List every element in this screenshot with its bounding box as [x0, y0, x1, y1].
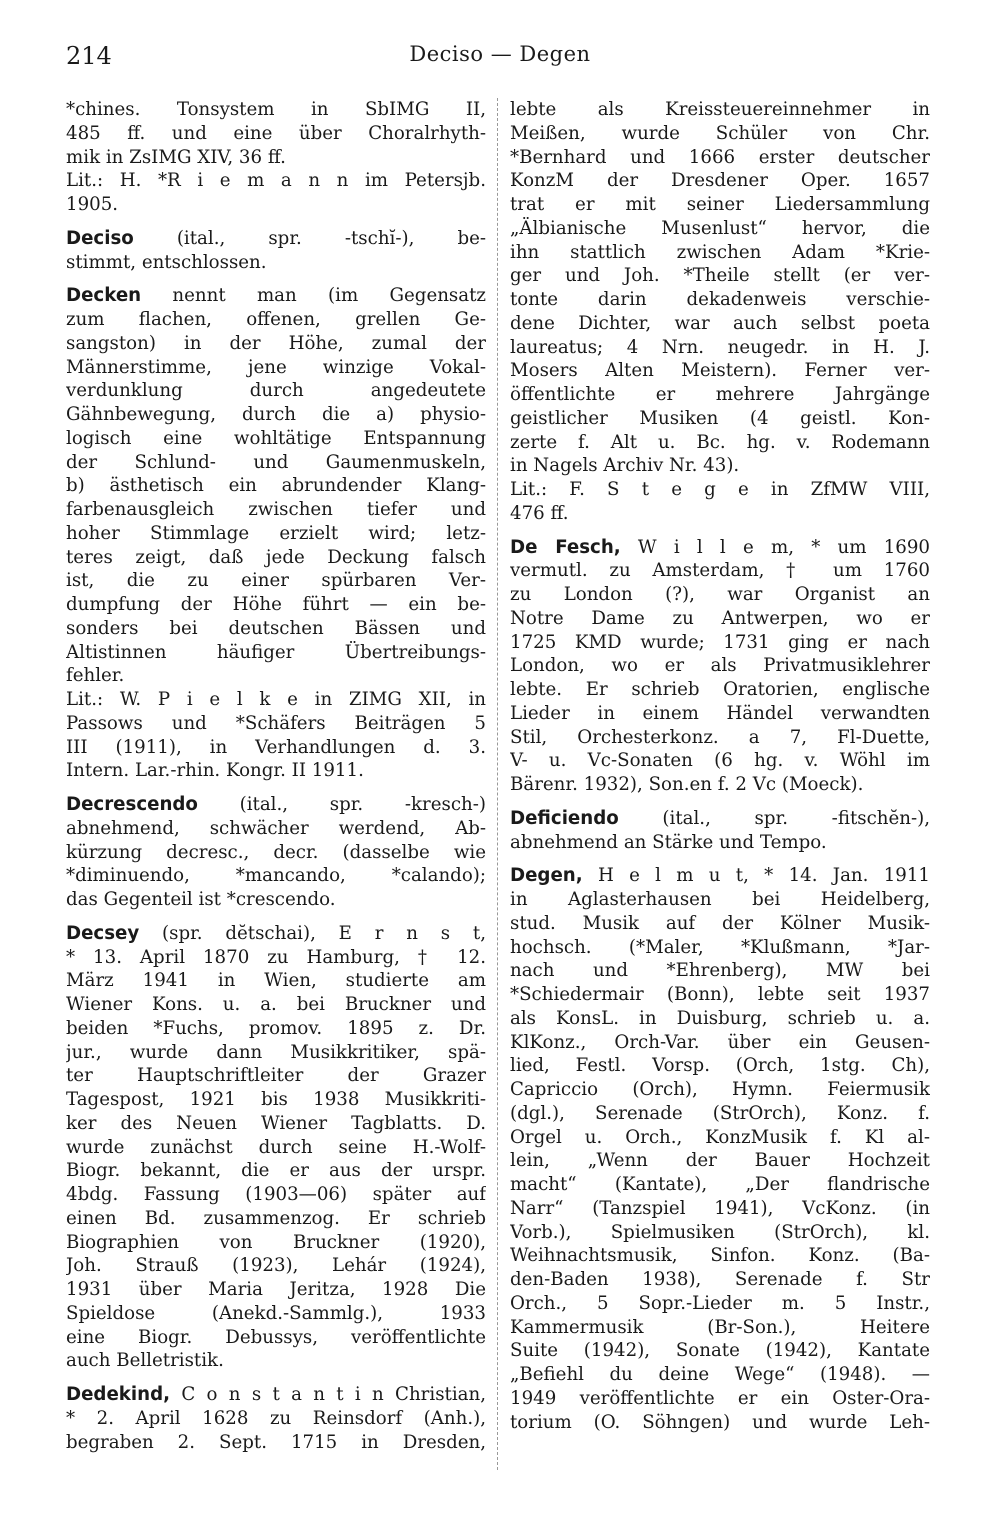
line-text: Orgel u. Orch., KonzMusik f. Kl al-	[510, 1126, 930, 1148]
line-text: lein, „Wenn der Bauer Hochzeit	[510, 1150, 930, 1172]
text-line	[66, 969, 486, 993]
line-text: Gähnbewegung, durch die a) physio-	[66, 404, 486, 425]
line-text: auch Belletristik.	[66, 1350, 224, 1372]
line-text: den-Baden 1938), Serenade f. Str	[510, 1269, 930, 1290]
line-text: ter Hauptschriftleiter der Grazer	[66, 1065, 486, 1087]
text-line	[66, 1231, 486, 1255]
text-line	[510, 1054, 930, 1078]
headword: Decsey	[66, 922, 140, 944]
text-line	[66, 1159, 486, 1183]
text-line	[510, 1102, 930, 1126]
text-line	[66, 593, 486, 617]
text-line	[66, 864, 486, 888]
line-text: H e l m u t, * 14. Jan. 1911	[582, 865, 930, 887]
line-text: Mosers Alten Meistern). Ferner ver-	[510, 360, 930, 382]
text-line	[510, 98, 930, 122]
line-text: sangston) in der Höhe, zumal der	[66, 332, 486, 354]
line-text: * 2. April 1628 zu Reinsdorf (Anh.),	[66, 1407, 486, 1429]
text-line	[66, 1407, 486, 1431]
text-line	[66, 1136, 486, 1160]
text-line	[510, 959, 930, 983]
line-text: 1949 veröffentlichte er ein Oster-Ora-	[510, 1387, 930, 1409]
page-header	[66, 42, 934, 78]
line-text: abnehmend, schwächer werdend, Ab-	[66, 817, 486, 839]
line-text: lied, Festl. Vorsp. (Orch, 1stg. Ch),	[510, 1055, 930, 1077]
line-text: 485 ff. und eine über Choralrhyth-	[66, 122, 486, 144]
text-line	[510, 146, 930, 170]
text-line	[510, 122, 930, 146]
text-line	[510, 773, 930, 797]
line-text: ger und Joh. *Theile stellt (er ver-	[510, 265, 930, 287]
text-line	[66, 427, 486, 451]
column-divider	[497, 98, 498, 1470]
line-text: (ital., spr. -kresch-)	[197, 794, 486, 815]
entry-gap	[510, 797, 930, 807]
line-text: logisch eine wohltätige Entspannung	[66, 427, 486, 449]
headword: Deciso	[66, 227, 134, 249]
entry-gap	[66, 274, 486, 284]
text-line	[510, 383, 930, 407]
line-text: * 13. April 1870 zu Hamburg, † 12.	[66, 946, 486, 968]
text-line	[510, 983, 930, 1007]
line-text: beiden *Fuchs, promov. 1895 z. Dr.	[66, 1017, 486, 1039]
line-text: V- u. Vc-Sonaten (6 hg. v. Wöhl im	[510, 750, 930, 772]
text-line	[66, 841, 486, 865]
line-text: C o n s t a n t i n Christian,	[170, 1384, 486, 1405]
line-text: zerte f. Alt u. Bc. hg. v. Rodemann	[510, 431, 930, 453]
line-text: 4bdg. Fassung (1903—06) später auf	[66, 1184, 486, 1205]
entry-headword-line	[510, 864, 930, 888]
text-line	[66, 1349, 486, 1373]
headword: Decrescendo	[66, 794, 198, 815]
text-line	[510, 359, 930, 383]
line-text: 476 ff.	[510, 502, 569, 524]
text-line	[510, 193, 930, 217]
text-line	[66, 546, 486, 570]
line-text: zu London (?), war Organist an	[510, 584, 930, 605]
line-text: Joh. Strauß (1923), Lehár (1924),	[66, 1255, 486, 1277]
line-text: KlKonz., Orch-Var. über ein Geusen-	[510, 1031, 930, 1053]
text-line	[66, 1326, 486, 1350]
line-text: nach und *Ehrenberg), MW bei	[510, 960, 930, 982]
line-text: Altistinnen häufiger Übertreibungs-	[66, 641, 486, 663]
line-text: laureatus; 4 Nrn. neugedr. in H. J.	[510, 336, 930, 358]
line-text: hoher Stimmlage erzielt wird; letz-	[66, 522, 486, 544]
text-line	[510, 288, 930, 312]
text-line	[510, 336, 930, 360]
text-line	[510, 912, 930, 936]
line-text: farbenausgleich zwischen tiefer und	[66, 499, 486, 520]
line-text: b) ästhetisch ein abrundender Klang-	[66, 475, 486, 497]
line-text: Bärenr. 1932), Son.en f. 2 Vc (Moeck).	[510, 774, 864, 795]
text-line	[510, 726, 930, 750]
text-line	[66, 946, 486, 970]
line-text: Lit.: F. S t e g e in ZfMW VIII,	[510, 479, 930, 500]
text-line	[510, 1387, 930, 1411]
text-line	[510, 1149, 930, 1173]
text-line	[66, 1207, 486, 1231]
entry-headword-line	[66, 1383, 486, 1407]
line-text: stimmt, entschlossen.	[66, 251, 267, 273]
text-line	[510, 678, 930, 702]
text-line	[66, 688, 486, 712]
text-line	[510, 936, 930, 960]
running-title: Deciso — Degen	[409, 42, 591, 66]
text-line	[66, 1254, 486, 1278]
text-line	[66, 1112, 486, 1136]
page-number: 214	[66, 42, 112, 70]
line-text: März 1941 in Wien, studierte am	[66, 970, 486, 992]
text-line	[66, 522, 486, 546]
line-text: mik in ZsIMG XIV, 36 ff.	[66, 146, 286, 168]
text-line	[510, 478, 930, 502]
line-text: Notre Dame zu Antwerpen, wo er	[510, 607, 930, 629]
line-text: (ital., spr. -fitschĕn-),	[618, 807, 930, 829]
text-line	[510, 831, 930, 855]
line-text: Lieder in einem Händel verwandten	[510, 702, 930, 724]
line-text: Tagespost, 1921 bis 1938 Musikkriti-	[66, 1089, 486, 1110]
line-text: ihn stattlich zwischen Adam *Krie-	[510, 241, 930, 263]
line-text: Lit.: W. P i e l k e in ZIMG XII, in	[66, 689, 486, 710]
line-text: KonzM der Dresdener Oper. 1657	[510, 170, 930, 192]
text-line	[510, 583, 930, 607]
text-line	[510, 1316, 930, 1340]
text-line	[510, 312, 930, 336]
line-text: macht“ (Kantate), „Der flandrische	[510, 1174, 930, 1195]
text-line	[66, 332, 486, 356]
text-line	[66, 451, 486, 475]
headword: Dedekind,	[66, 1384, 170, 1405]
headword: De Fesch,	[510, 536, 621, 558]
line-text: öffentlichte er mehrere Jahrgänge	[510, 384, 930, 405]
line-text: Passows und *Schäfers Beiträgen 5	[66, 712, 486, 734]
line-text: London, wo er als Privatmusiklehrer	[510, 655, 930, 677]
line-text: Suite (1942), Sonate (1942), Kantate	[510, 1340, 930, 1362]
text-line	[510, 1339, 930, 1363]
text-line	[66, 474, 486, 498]
line-text: dumpfung der Höhe führt — ein be-	[66, 594, 486, 615]
line-text: hochsch. (*Maler, *Klußmann, *Jar-	[510, 936, 930, 958]
headword: Deficiendo	[510, 807, 619, 829]
text-line	[510, 1268, 930, 1292]
line-text: geistlicher Musiken (4 geistl. Kon-	[510, 407, 930, 429]
line-text: Capriccio (Orch), Hymn. Feiermusik	[510, 1079, 930, 1100]
line-text: 1931 über Maria Jeritza, 1928 Die	[66, 1279, 486, 1300]
line-text: Meißen, wurde Schüler von Chr.	[510, 122, 930, 144]
text-line	[510, 1078, 930, 1102]
line-text: Biogr. bekannt, die er aus der urspr.	[66, 1160, 486, 1182]
line-text: Wiener Kons. u. a. bei Bruckner und	[66, 994, 486, 1015]
text-line	[66, 193, 486, 217]
text-line	[66, 664, 486, 688]
text-line	[510, 607, 930, 631]
text-line	[510, 1363, 930, 1387]
entry-gap	[66, 1373, 486, 1383]
entry-gap	[66, 912, 486, 922]
text-line	[510, 431, 930, 455]
line-text: *Bernhard und 1666 erster deutscher	[510, 146, 930, 168]
line-text: dene Dichter, war auch selbst poeta	[510, 312, 930, 334]
line-text: (spr. dĕtschai), E r n s t,	[139, 922, 486, 944]
text-line	[66, 98, 486, 122]
right-column	[510, 98, 930, 1434]
line-text: Weihnachtsmusik, Sinfon. Konz. (Ba-	[510, 1245, 930, 1267]
line-text: sonders bei deutschen Bässen und	[66, 617, 486, 639]
line-text: abnehmend an Stärke und Tempo.	[510, 831, 827, 853]
line-text: Stil, Orchesterkonz. a 7, Fl-Duette,	[510, 726, 930, 748]
line-text: stud. Musik auf der Kölner Musik-	[510, 912, 930, 934]
line-text: tonte darin dekadenweis verschie-	[510, 289, 930, 310]
line-text: Narr“ (Tanzspiel 1941), VcKonz. (in	[510, 1197, 930, 1219]
text-line	[510, 217, 930, 241]
line-text: zum flachen, offenen, grellen Ge-	[66, 309, 486, 330]
text-line	[510, 631, 930, 655]
line-text: Spieldose (Anekd.-Sammlg.), 1933	[66, 1302, 486, 1324]
line-text: 1725 KMD wurde; 1731 ging er nach	[510, 631, 930, 653]
left-column	[66, 98, 486, 1454]
line-text: *diminuendo, *mancando, *calando);	[66, 865, 486, 887]
entry-headword-line	[510, 536, 930, 560]
entry-headword-line	[66, 793, 486, 817]
entry-gap	[66, 217, 486, 227]
line-text: lebte als Kreissteuereinnehmer in	[510, 99, 930, 120]
text-line	[66, 569, 486, 593]
text-line	[66, 736, 486, 760]
text-line	[66, 403, 486, 427]
entry-gap	[66, 783, 486, 793]
entry-headword-line	[66, 922, 486, 946]
text-line	[510, 241, 930, 265]
text-line	[510, 702, 930, 726]
text-line	[510, 1173, 930, 1197]
text-line	[510, 559, 930, 583]
line-text: Lit.: H. *R i e m a n n im Petersjb.	[66, 170, 486, 192]
line-text: Vorb.), Spielmusiken (StrOrch), kl.	[510, 1221, 930, 1243]
entry-headword-line	[66, 227, 486, 251]
text-line	[66, 641, 486, 665]
text-line	[66, 617, 486, 641]
line-text: *chines. Tonsystem in SbIMG II,	[66, 99, 486, 120]
entry-headword-line	[510, 807, 930, 831]
text-line	[510, 1197, 930, 1221]
text-line	[66, 1064, 486, 1088]
text-line	[510, 1411, 930, 1435]
text-line	[66, 1431, 486, 1455]
line-text: in Nagels Archiv Nr. 43).	[510, 455, 740, 477]
line-text: W i l l e m, * um 1690	[620, 536, 930, 558]
text-line	[510, 1007, 930, 1031]
text-line	[510, 749, 930, 773]
text-line	[66, 308, 486, 332]
line-text: Kammermusik (Br-Son.), Heitere	[510, 1316, 930, 1338]
line-text: ker des Neuen Wiener Tagblatts. D.	[66, 1112, 486, 1134]
text-line	[510, 454, 930, 478]
line-text: III (1911), in Verhandlungen d. 3.	[66, 736, 486, 758]
line-text: einen Bd. zusammenzog. Er schrieb	[66, 1207, 486, 1229]
text-line	[510, 888, 930, 912]
line-text: 1905.	[66, 194, 119, 215]
line-text: nennt man (im Gegensatz	[141, 285, 486, 307]
line-text: lebte. Er schrieb Oratorien, englische	[510, 679, 930, 700]
text-line	[66, 498, 486, 522]
line-text: teres zeigt, daß jede Deckung falsch	[66, 546, 486, 568]
text-line	[66, 1088, 486, 1112]
line-text: Biographien von Bruckner (1920),	[66, 1231, 486, 1253]
line-text: verdunklung durch angedeutete	[66, 380, 486, 402]
text-line	[66, 1017, 486, 1041]
headword: Degen,	[510, 865, 583, 887]
line-text: als KonsL. in Duisburg, schrieb u. a.	[510, 1007, 930, 1029]
text-line	[66, 169, 486, 193]
text-line	[510, 169, 930, 193]
text-line	[510, 1244, 930, 1268]
text-line	[66, 817, 486, 841]
line-text: torium (O. Söhngen) und wurde Leh-	[510, 1411, 930, 1433]
line-text: trat er mit seiner Liedersammlung	[510, 194, 930, 215]
line-text: das Gegenteil ist *crescendo.	[66, 889, 336, 910]
text-line	[66, 356, 486, 380]
text-line	[66, 712, 486, 736]
entry-gap	[510, 854, 930, 864]
line-text: vermutl. zu Amsterdam, † um 1760	[510, 560, 930, 582]
text-line	[510, 1031, 930, 1055]
text-line	[66, 122, 486, 146]
text-line	[510, 502, 930, 526]
line-text: ist, die zu einer spürbaren Ver-	[66, 570, 486, 592]
line-text: Männerstimme, jene winzige Vokal-	[66, 356, 486, 378]
text-line	[66, 379, 486, 403]
text-line	[66, 251, 486, 275]
text-line	[510, 407, 930, 431]
line-text: in Aglasterhausen bei Heidelberg,	[510, 889, 930, 910]
text-line	[510, 1292, 930, 1316]
text-line	[66, 146, 486, 170]
entry-headword-line	[66, 284, 486, 308]
text-line	[510, 1126, 930, 1150]
line-text: *Schiedermair (Bonn), lebte seit 1937	[510, 984, 930, 1005]
line-text: begraben 2. Sept. 1715 in Dresden,	[66, 1431, 486, 1453]
text-line	[510, 1221, 930, 1245]
line-text: „Befiehl du deine Wege“ (1948). —	[510, 1364, 930, 1385]
text-line	[66, 1302, 486, 1326]
line-text: wurde zunächst durch seine H.-Wolf-	[66, 1136, 486, 1158]
line-text: der Schlund- und Gaumenmuskeln,	[66, 451, 486, 473]
entry-gap	[510, 526, 930, 536]
line-text: fehler.	[66, 665, 125, 687]
line-text: (dgl.), Serenade (StrOrch), Konz. f.	[510, 1102, 930, 1124]
text-line	[66, 888, 486, 912]
text-line	[66, 759, 486, 783]
text-line	[66, 1183, 486, 1207]
line-text: kürzung decresc., decr. (dasselbe wie	[66, 841, 486, 863]
line-text: „Älbianische Musenlust“ hervor, die	[510, 217, 930, 239]
text-line	[510, 264, 930, 288]
line-text: eine Biogr. Debussys, veröffentlichte	[66, 1326, 486, 1348]
text-line	[510, 654, 930, 678]
line-text: Orch., 5 Sopr.-Lieder m. 5 Instr.,	[510, 1292, 930, 1314]
text-line	[66, 1278, 486, 1302]
text-line	[66, 1041, 486, 1065]
text-line	[66, 993, 486, 1017]
line-text: jur., wurde dann Musikkritiker, spä-	[66, 1041, 486, 1063]
line-text: (ital., spr. -tschĭ-), be-	[133, 227, 486, 249]
headword: Decken	[66, 285, 142, 307]
line-text: Intern. Lar.-rhin. Kongr. II 1911.	[66, 760, 364, 782]
